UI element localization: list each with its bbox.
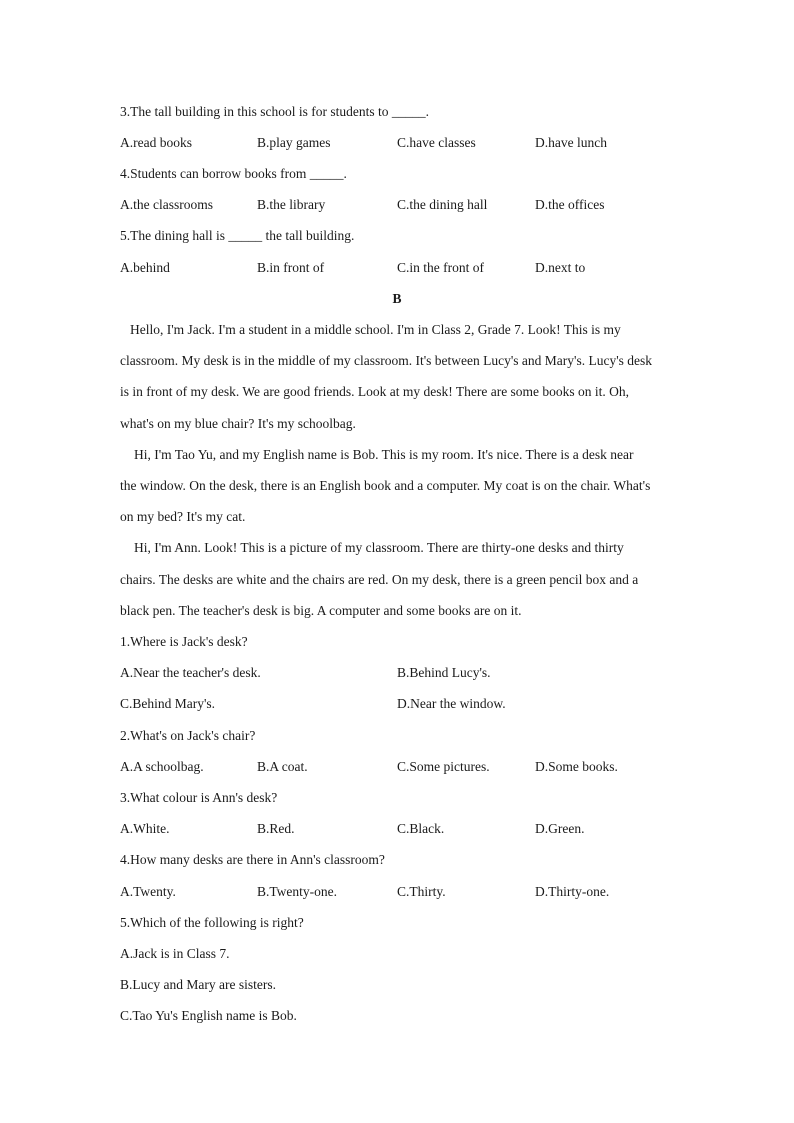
option-a: A.Near the teacher's desk. <box>120 665 261 680</box>
passage-line: the window. On the desk, there is an English book and a computer. My coat is on the chair. What's <box>120 478 651 493</box>
option-d: D.Near the window. <box>397 696 506 711</box>
section-heading: B <box>392 291 402 306</box>
question-stem-b3: 3.What colour is Ann's desk? <box>120 790 278 805</box>
passage-line: classroom. My desk is in the middle of my classroom. It's between Lucy's and Mary's. Lucy's desk <box>120 353 653 368</box>
option-b: B.Behind Lucy's. <box>397 665 491 680</box>
question-stem-b2: 2.What's on Jack's chair? <box>120 728 256 743</box>
option-a: A.behind <box>120 260 170 275</box>
passage-line: Hi, I'm Tao Yu, and my English name is Bob. This is my room. It's nice. There is a desk near <box>134 447 634 462</box>
option-c: C.Tao Yu's English name is Bob. <box>120 1008 297 1023</box>
question-stem-a4: 4.Students can borrow books from _____. <box>120 166 347 181</box>
option-b: B.in front of <box>257 260 325 275</box>
option-c: C.Some pictures. <box>397 759 490 774</box>
option-c: C.Behind Mary's. <box>120 696 216 711</box>
question-stem-b4: 4.How many desks are there in Ann's classroom? <box>120 852 385 867</box>
option-b: B.play games <box>257 135 331 150</box>
question-stem-b5: 5.Which of the following is right? <box>120 915 304 930</box>
option-a: A.Jack is in Class 7. <box>120 946 230 961</box>
option-b: B.Red. <box>257 821 295 836</box>
option-c: C.in the front of <box>397 260 484 275</box>
options-row-a5 <box>120 258 680 278</box>
question-stem-b1: 1.Where is Jack's desk? <box>120 634 248 649</box>
option-b: B.Lucy and Mary are sisters. <box>120 977 276 992</box>
option-b: B.A coat. <box>257 759 308 774</box>
options-row-b1-cd <box>120 694 680 714</box>
option-d: D.next to <box>535 260 586 275</box>
options-row-b1-ab <box>120 663 680 683</box>
passage-line: on my bed? It's my cat. <box>120 509 246 524</box>
passage-line: Hi, I'm Ann. Look! This is a picture of my classroom. There are thirty-one desks and thirty <box>134 540 624 555</box>
options-row-b4 <box>120 882 680 902</box>
option-c: C.the dining hall <box>397 197 488 212</box>
option-a: A.Twenty. <box>120 884 176 899</box>
passage-line: Hello, I'm Jack. I'm a student in a middle school. I'm in Class 2, Grade 7. Look! This is my <box>130 322 621 337</box>
option-a: A.read books <box>120 135 192 150</box>
passage-line: is in front of my desk. We are good friends. Look at my desk! There are some books on it. Oh, <box>120 384 630 399</box>
options-row-b3 <box>120 819 680 839</box>
option-c: C.Thirty. <box>397 884 446 899</box>
option-a: A.the classrooms <box>120 197 213 212</box>
passage-line: what's on my blue chair? It's my schoolbag. <box>120 416 356 431</box>
options-row-a3 <box>120 133 680 153</box>
option-d: D.Green. <box>535 821 585 836</box>
option-d: D.Some books. <box>535 759 618 774</box>
question-stem-a3: 3.The tall building in this school is for students to _____. <box>120 104 429 119</box>
options-row-b2 <box>120 757 680 777</box>
passage-line: chairs. The desks are white and the chairs are red. On my desk, there is a green pencil box and a <box>120 572 639 587</box>
options-row-a4 <box>120 195 680 215</box>
question-stem-a5: 5.The dining hall is _____ the tall building. <box>120 228 355 243</box>
option-d: D.Thirty-one. <box>535 884 610 899</box>
option-d: D.the offices <box>535 197 605 212</box>
passage-line: black pen. The teacher's desk is big. A computer and some books are on it. <box>120 603 522 618</box>
option-d: D.have lunch <box>535 135 607 150</box>
option-a: A.White. <box>120 821 170 836</box>
option-b: B.the library <box>257 197 326 212</box>
option-b: B.Twenty-one. <box>257 884 338 899</box>
option-a: A.A schoolbag. <box>120 759 204 774</box>
option-c: C.have classes <box>397 135 476 150</box>
option-c: C.Black. <box>397 821 445 836</box>
